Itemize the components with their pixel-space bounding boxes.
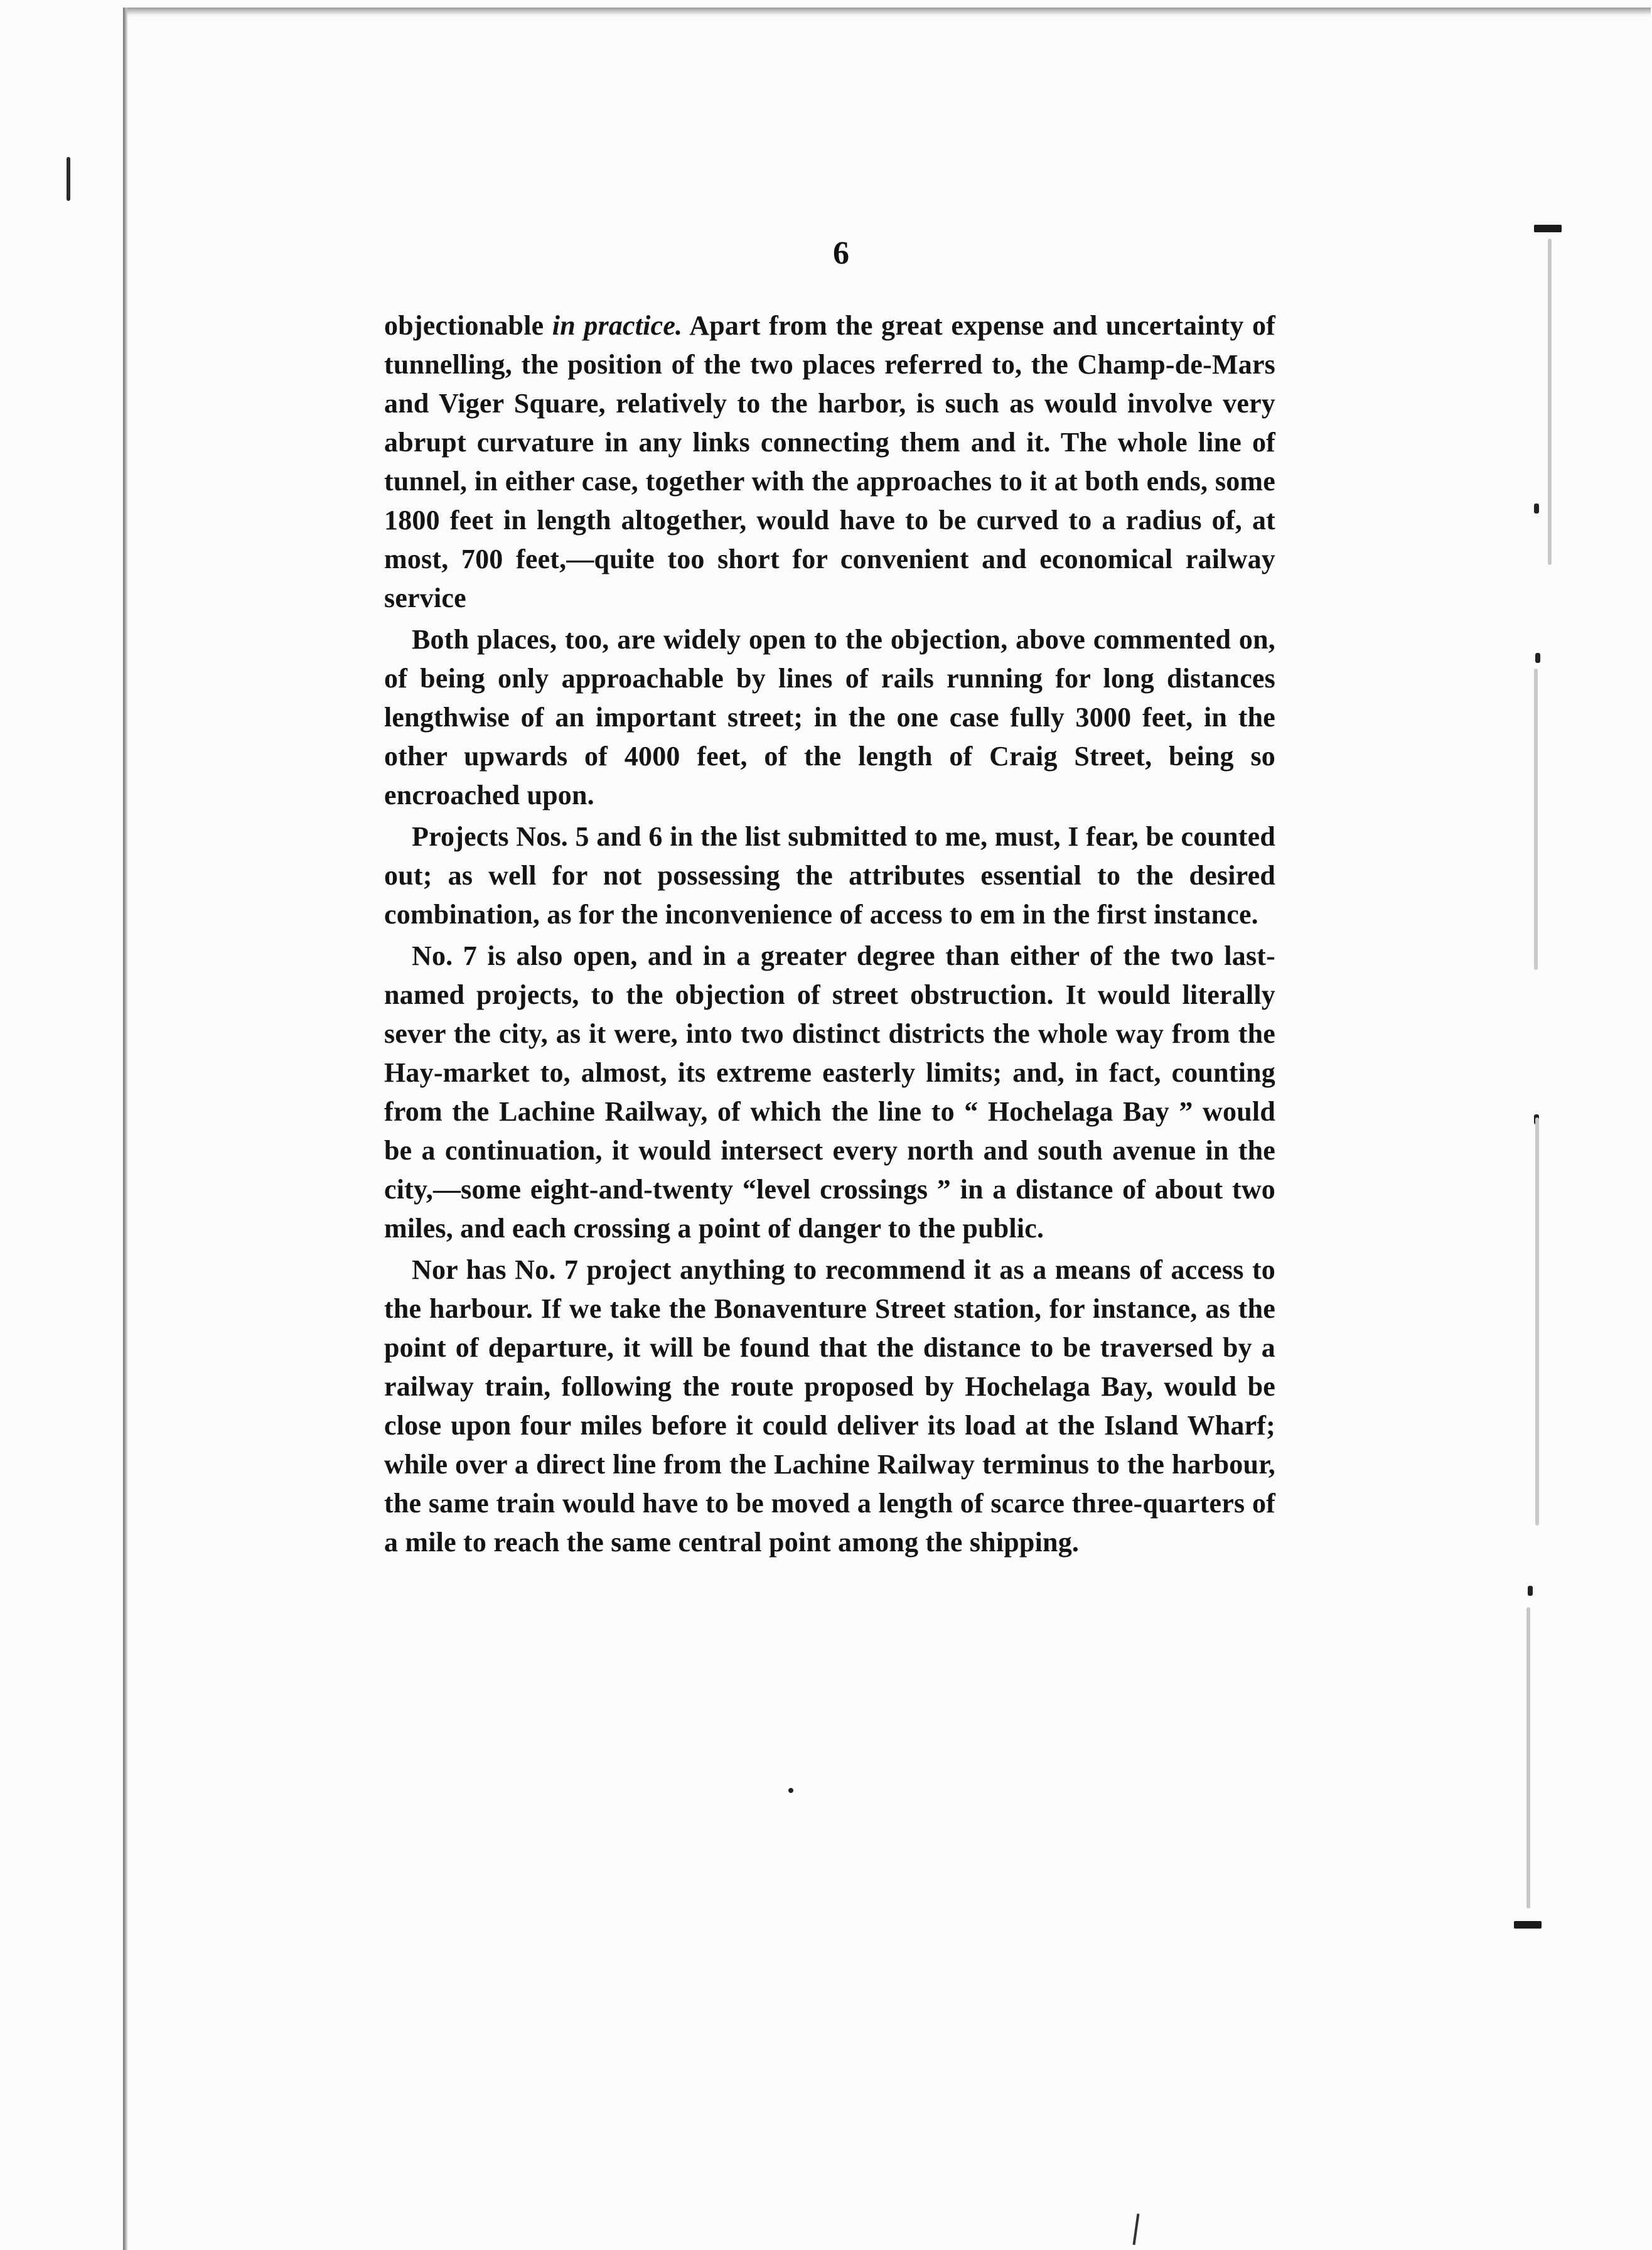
scan-speck: [788, 1788, 793, 1793]
scan-top-edge: [126, 8, 1651, 16]
body-text: [384, 306, 1275, 1564]
paragraph: Projects Nos. 5 and 6 in the list submitted to me, must, I fear, be counted out; as well for not possessing the attributes essential to the desired combination, as for the inconvenience of access to em in the first instance.: [384, 821, 1275, 930]
scan-margin-mark: [1528, 1586, 1533, 1596]
italic-phrase: in practice.: [552, 310, 683, 341]
paragraph-text: Apart from the great expense and uncertainty of tunnelling, the position of the two places referred to, the Champ-de-Mars and Viger Square, relatively to the harbor, is such as would involve very abrupt curvature in any links connecting them and it. The whole line of tunnel, in either case, together with the approaches to it at both ends, some 1800 feet in length altogether, would have to be curved to a radius of, at most, 700 feet,—quite too short for convenient and economical railway service: [384, 310, 1275, 613]
scan-margin-mark: [67, 157, 70, 201]
paragraph: [384, 306, 1275, 618]
scan-margin-mark: [1133, 2214, 1140, 2245]
paragraph: Both places, too, are widely open to the objection, above commented on, of being only approachable by lines of rails running for long distances lengthwise of an important street; in the one case fully 3000 feet, in the other upwards of 4000 feet, of the length of Craig Street, being so encroached upon.: [384, 624, 1275, 810]
scan-margin-bracket: [1548, 239, 1552, 565]
scan-left-edge: [123, 8, 128, 2250]
scan-margin-bracket: [1534, 669, 1538, 970]
scan-margin-mark: [1514, 1921, 1542, 1929]
paragraph-text: objectionable: [384, 310, 552, 341]
page-number: 6: [833, 235, 849, 271]
scan-margin-bracket: [1535, 1117, 1539, 1526]
scan-margin-mark: [1534, 225, 1562, 232]
paragraph: Nor has No. 7 project anything to recommend it as a means of access to the harbour. If we take the Bonaventure Street station, for instance, as the point of departure, it will be found that the distance to be traversed by a railway train, following the route proposed by Hochelaga Bay, would be close upon four miles before it could deliver its load at the Island Wharf; while over a direct line from the Lachine Railway terminus to the harbour, the same train would have to be moved a length of scarce three-quarters of a mile to reach the same central point among the shipping.: [384, 1254, 1275, 1558]
scan-margin-mark: [1534, 503, 1539, 514]
scan-margin-bracket: [1526, 1607, 1530, 1908]
paragraph: No. 7 is also open, and in a greater degree than either of the two last-named projects, to the objection of street obstruction. It would literally sever the city, as it were, into two distinct districts the whole way from the Hay-market to, almost, its extreme easterly limits; and, in fact, counting from the Lachine Railway, of which the line to “ Hochelaga Bay ” would be a continuation, it would intersect every north and south avenue in the city,—some eight-and-twenty “level crossings ” in a distance of about two miles, and each crossing a point of danger to the public.: [384, 940, 1275, 1244]
scan-margin-mark: [1535, 653, 1540, 663]
